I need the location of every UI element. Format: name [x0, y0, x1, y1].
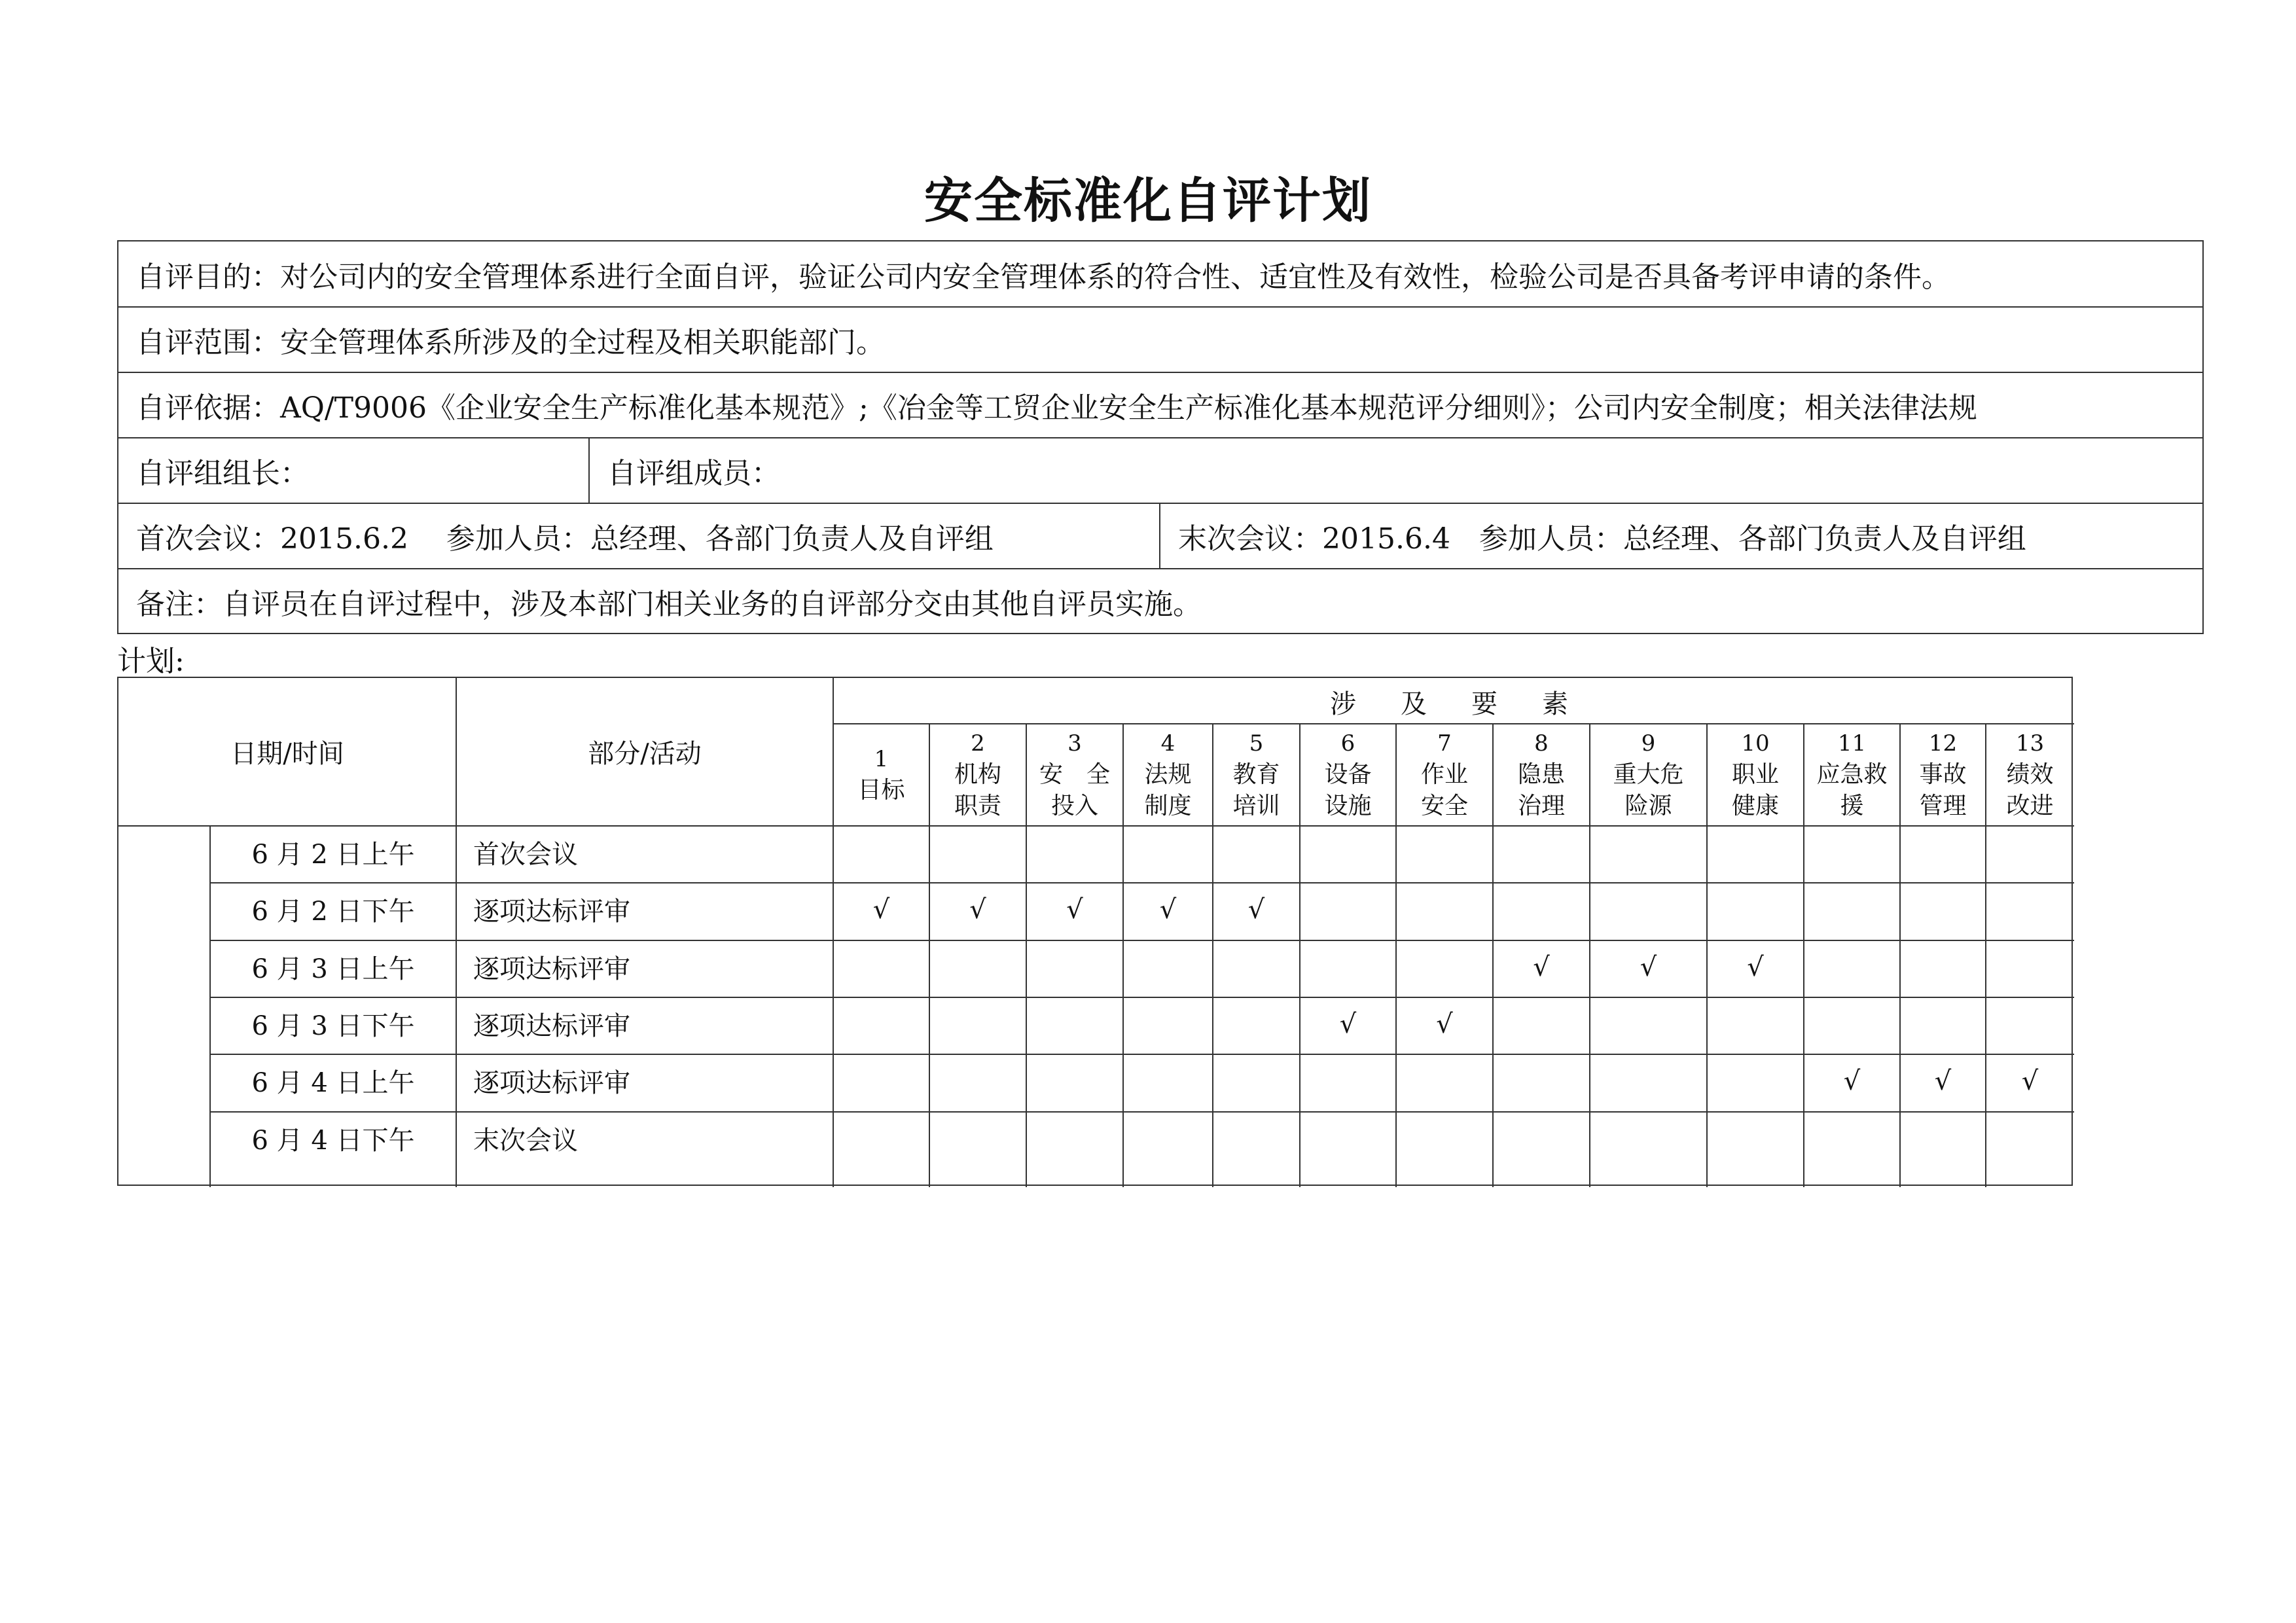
- element-label: 法规: [1144, 761, 1192, 788]
- leader-label: 自评组组长：: [136, 457, 309, 490]
- element-header: [1590, 724, 1707, 826]
- element-label: 设施: [1324, 793, 1372, 819]
- basis-row: [118, 373, 2202, 438]
- element-number: 12: [1928, 730, 1958, 757]
- row-activity: 逐项达标评审: [473, 1011, 630, 1041]
- element-label: 制度: [1144, 793, 1192, 819]
- check-mark: √: [1247, 895, 1265, 925]
- column-header-activity: 部分/活动: [588, 739, 702, 769]
- element-header: [1123, 724, 1213, 826]
- element-label: 设备: [1324, 761, 1372, 788]
- first-meeting-cell: [118, 504, 1159, 568]
- scope-row: [118, 308, 2202, 373]
- element-label: 教育: [1232, 761, 1280, 788]
- element-header: [1026, 724, 1123, 826]
- check-mark: √: [1533, 952, 1550, 982]
- check-mark: √: [1159, 895, 1177, 925]
- check-mark: √: [1339, 1009, 1357, 1039]
- row-date: 6 月 4 日上午: [251, 1068, 415, 1098]
- element-label: 重大危: [1613, 761, 1684, 788]
- element-number: 10: [1741, 730, 1770, 757]
- grid-line: [210, 997, 2074, 998]
- members-cell: [590, 438, 2202, 503]
- grid-line: [210, 882, 2074, 883]
- note-row: [118, 569, 2202, 633]
- last-meeting-cell: [1160, 504, 2202, 568]
- element-label: 职责: [954, 793, 1001, 819]
- meeting-row: [118, 504, 2202, 569]
- plan-table: [117, 677, 2073, 1186]
- grid-line: [210, 1054, 2074, 1055]
- info-table: [117, 240, 2204, 634]
- check-mark: √: [1640, 952, 1657, 982]
- element-header: [929, 724, 1026, 826]
- element-label: 治理: [1517, 793, 1565, 819]
- page-title: 安全标准化自评计划: [924, 173, 1372, 229]
- element-number: 6: [1340, 730, 1355, 757]
- element-label: 目标: [857, 777, 905, 804]
- grid-line: [210, 940, 2074, 941]
- element-header: [1300, 724, 1396, 826]
- row-activity: 首次会议: [473, 840, 578, 870]
- check-mark: √: [2021, 1066, 2039, 1096]
- column-header-date: 日期/时间: [230, 739, 344, 769]
- element-label: 事故: [1919, 761, 1967, 788]
- row-date: 6 月 4 日下午: [251, 1126, 415, 1156]
- element-number: 3: [1067, 730, 1082, 757]
- plan-label: 计划:: [117, 645, 185, 678]
- element-number: 7: [1437, 730, 1452, 757]
- members-label: 自评组成员：: [607, 457, 780, 490]
- element-label: 健康: [1731, 793, 1779, 819]
- element-number: 9: [1641, 730, 1656, 757]
- element-label: 险源: [1624, 793, 1672, 819]
- column-header-elements: 涉 及 要 素: [1330, 689, 1577, 719]
- first-meeting-text: 首次会议：2015.6.2 参加人员：总经理、各部门负责人及自评组: [136, 522, 994, 556]
- element-number: 5: [1249, 730, 1264, 757]
- element-number: 4: [1160, 730, 1175, 757]
- element-header: [1707, 724, 1804, 826]
- element-label: 改进: [2006, 793, 2054, 819]
- row-date: 6 月 2 日上午: [251, 840, 415, 870]
- element-header: [833, 724, 929, 826]
- element-label: 培训: [1232, 793, 1280, 819]
- check-mark: √: [1843, 1066, 1861, 1096]
- element-header: [1213, 724, 1300, 826]
- row-date: 6 月 3 日上午: [251, 954, 415, 984]
- check-mark: √: [1066, 895, 1083, 925]
- scope-text: 自评范围：安全管理体系所涉及的全过程及相关职能部门。: [136, 326, 885, 359]
- element-number: 13: [2015, 730, 2045, 757]
- leader-cell: [118, 438, 588, 503]
- note-text: 备注：自评员在自评过程中，涉及本部门相关业务的自评部分交由其他自评员实施。: [136, 588, 1202, 621]
- element-number: 1: [874, 746, 889, 772]
- element-header: [1493, 724, 1590, 826]
- purpose-text: 自评目的：对公司内的安全管理体系进行全面自评，验证公司内安全管理体系的符合性、适宜性及有效性，检验公司是否具备考评申请的条件。: [136, 260, 1950, 294]
- element-label: 安 全: [1039, 761, 1110, 788]
- last-meeting-text: 末次会议：2015.6.4 参加人员：总经理、各部门负责人及自评组: [1178, 522, 2026, 556]
- row-activity: 逐项达标评审: [473, 954, 630, 984]
- element-header: [1396, 724, 1493, 826]
- basis-text: 自评依据：AQ/T9006《企业安全生产标准化基本规范》;《冶金等工贸企业安全生产标准化基本规范评分细则》；公司内安全制度；相关法律法规: [136, 391, 1977, 425]
- row-activity: 逐项达标评审: [473, 1068, 630, 1098]
- element-label: 援: [1840, 793, 1864, 819]
- check-mark: √: [1934, 1066, 1952, 1096]
- element-label: 机构: [954, 761, 1001, 788]
- check-mark: √: [1436, 1009, 1453, 1039]
- element-header: [1804, 724, 1900, 826]
- element-number: 2: [971, 730, 985, 757]
- element-label: 隐患: [1517, 761, 1565, 788]
- row-date: 6 月 2 日下午: [251, 897, 415, 927]
- row-date: 6 月 3 日下午: [251, 1011, 415, 1041]
- purpose-row: [118, 241, 2202, 308]
- check-mark: √: [872, 895, 890, 925]
- element-label: 应急救: [1816, 761, 1888, 788]
- element-number: 11: [1837, 730, 1867, 757]
- row-activity: 末次会议: [473, 1126, 578, 1156]
- element-label: 作业: [1420, 761, 1468, 788]
- element-header: [1900, 724, 1986, 826]
- element-label: 绩效: [2006, 761, 2054, 788]
- element-label: 管理: [1919, 793, 1967, 819]
- check-mark: √: [1747, 952, 1764, 982]
- team-row: [118, 438, 2202, 504]
- element-label: 投入: [1050, 793, 1098, 819]
- element-label: 安全: [1420, 793, 1468, 819]
- row-activity: 逐项达标评审: [473, 897, 630, 927]
- element-header: [1986, 724, 2074, 826]
- element-label: 职业: [1731, 761, 1779, 788]
- element-number: 8: [1534, 730, 1549, 757]
- check-mark: √: [969, 895, 986, 925]
- grid-line: [210, 1111, 2074, 1113]
